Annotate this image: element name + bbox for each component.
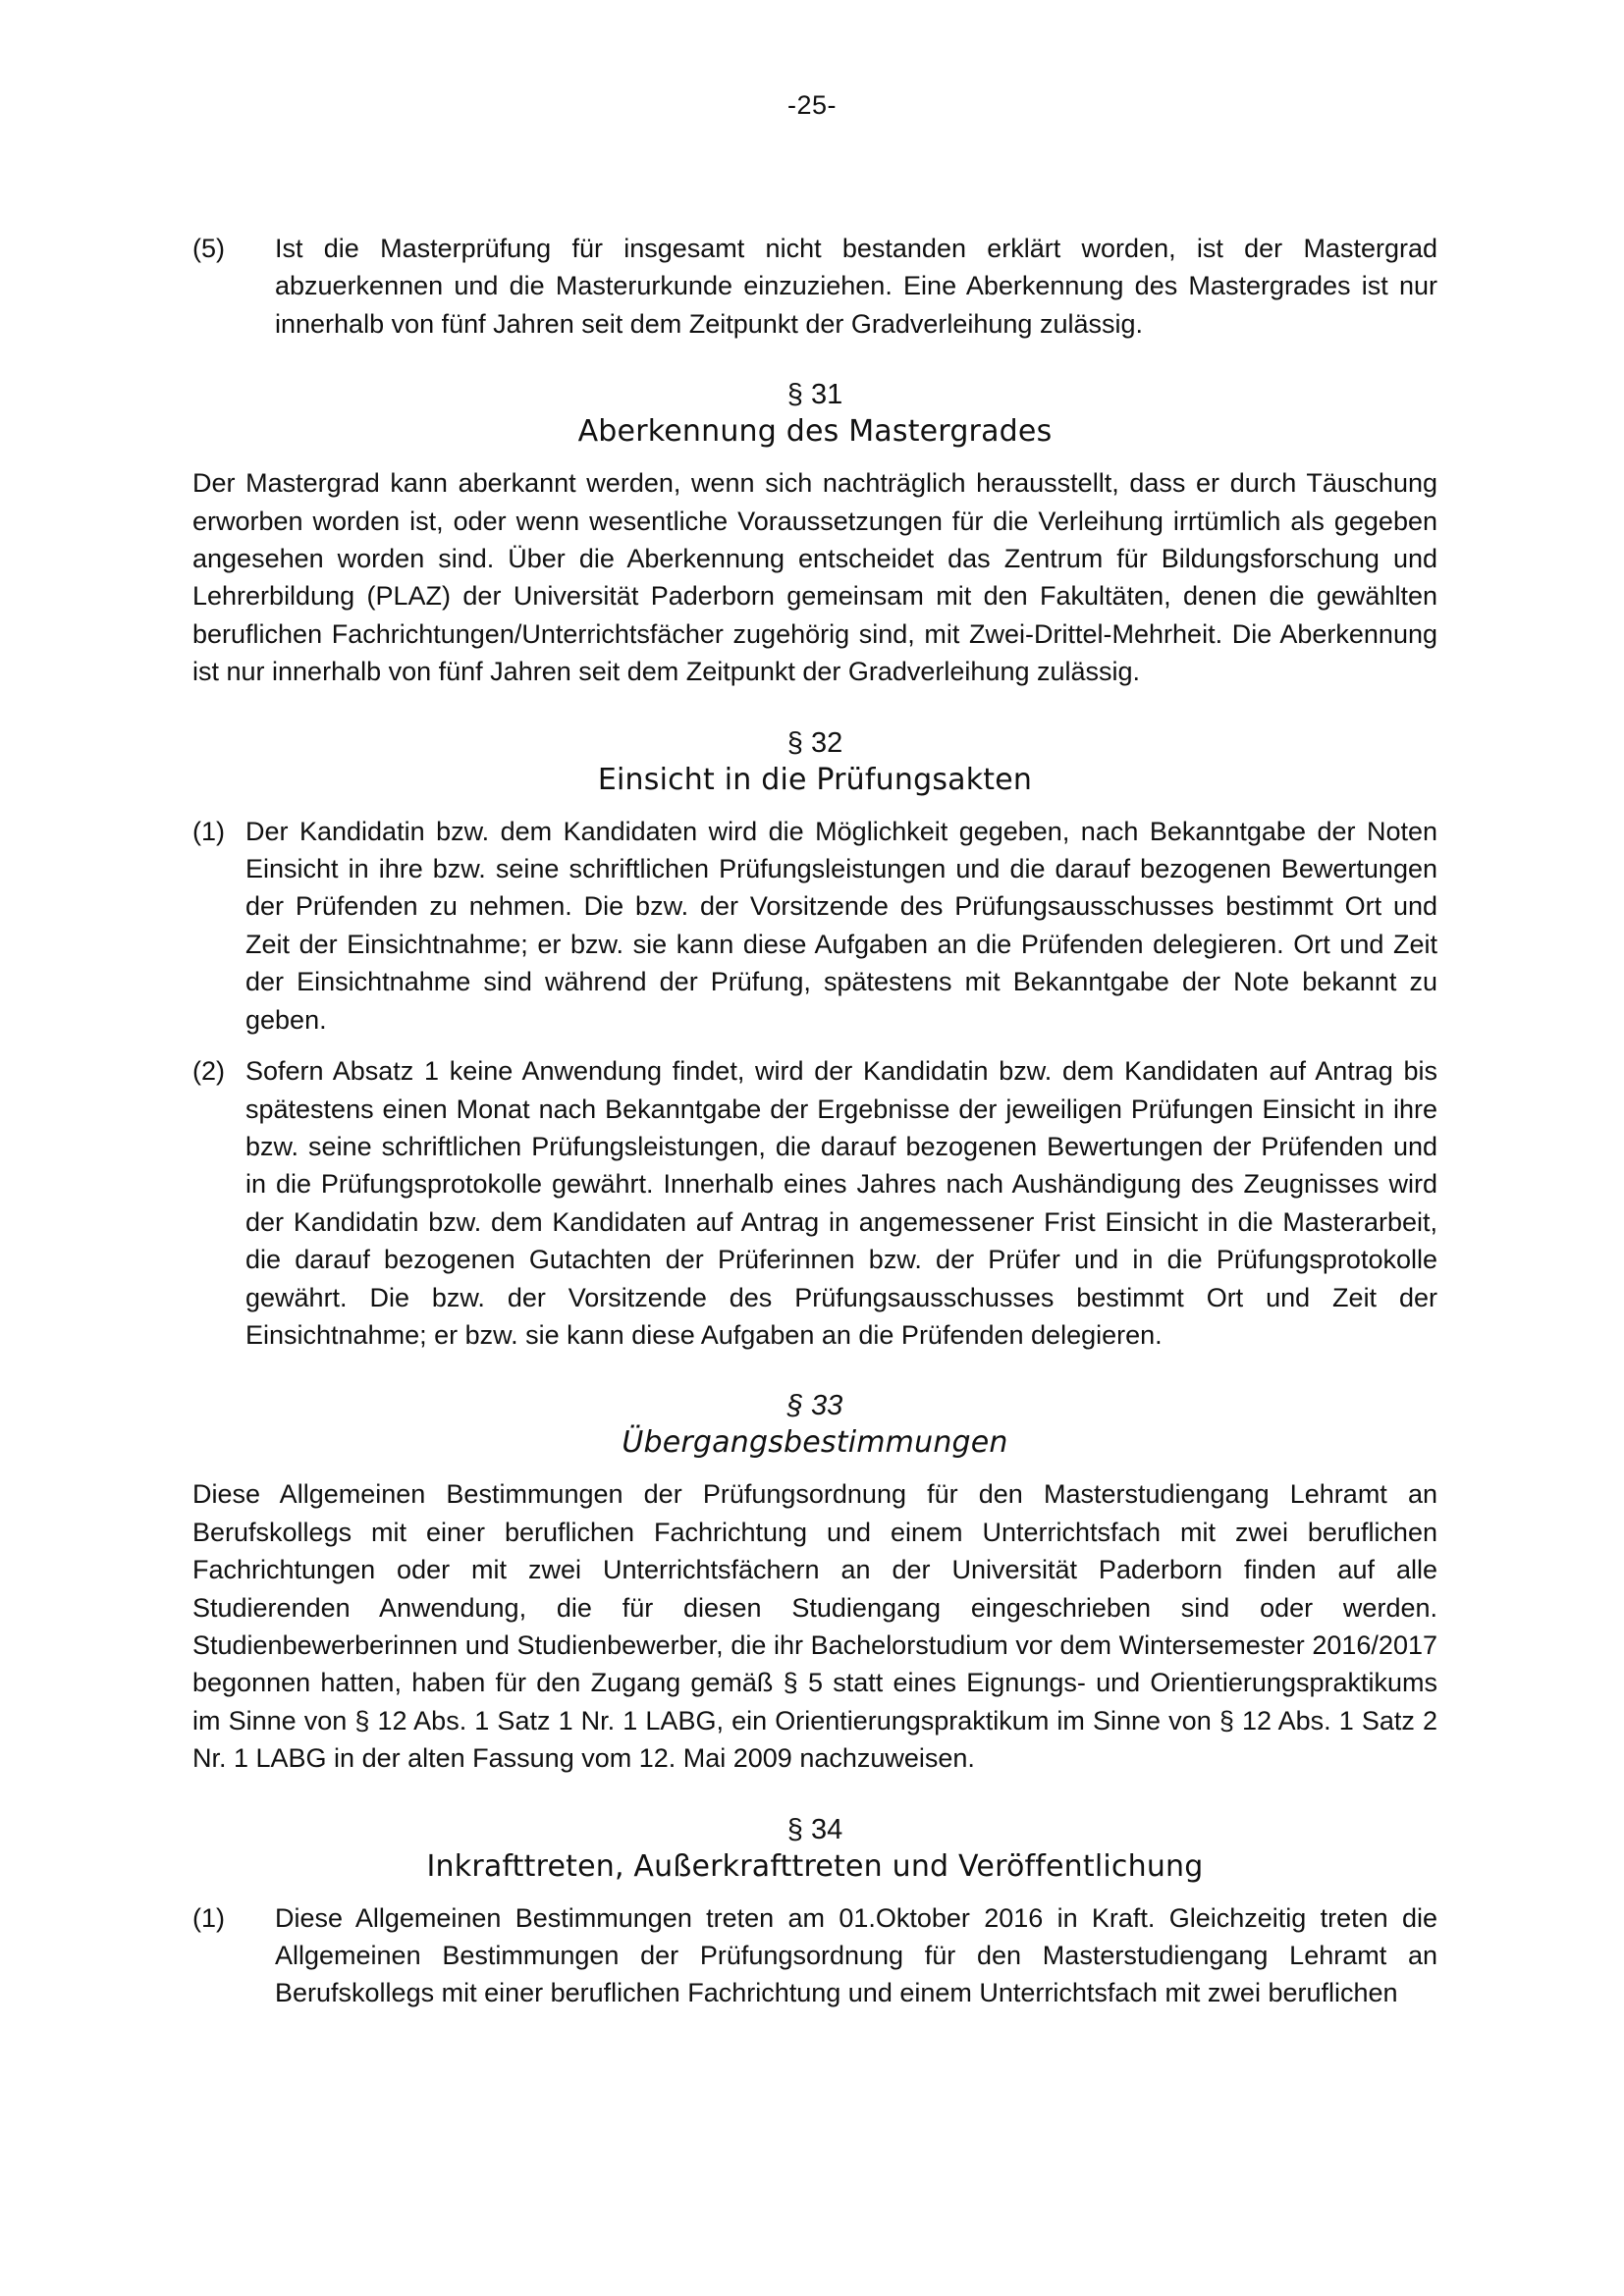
section-number: § 34 (786, 1813, 843, 1845)
section-title: Inkrafttreten, Außerkrafttreten und Veröffentlichung (426, 1848, 1204, 1884)
section-title: Einsicht in die Prüfungsakten (597, 762, 1033, 797)
section-31-body: Der Mastergrad kann aberkannt werden, wenn sich nachträglich herausstellt, dass er durch Täuschung erworben worden ist, oder wenn wesentliche Voraussetzungen für die Verleihung irrtümlich als gegeben angesehen worden sind. Über die Aberkennung entscheidet das Zentrum für Bildungsforschung und Lehrerbildung (PLAZ) der Universität Paderborn gemeinsam mit den Fakultäten, denen die gewählten beruflichen Fachrichtungen/Unterrichtsfächer zugehörig sind, mit Zwei-Drittel-Mehrheit. Die Aberkennung ist nur innerhalb von fünf Jahren seit dem Zeitpunkt der Gradverleihung zulässig. (192, 468, 1437, 687)
section-title: Aberkennung des Mastergrades (577, 414, 1053, 450)
section-32-paragraph-2 (192, 1052, 1437, 1354)
paragraph-text: Der Kandidatin bzw. dem Kandidaten wird die Möglichkeit gegeben, nach Bekanntgabe der Noten Einsicht in ihre bzw. seine schriftlichen Prüfungsleistungen und die darauf bezogenen Bewertungen der Prüfenden zu nehmen. Die bzw. der Vorsitzende des Prüfungsausschusses bestimmt Ort und Zeit der Einsichtnahme; er bzw. sie kann diese Aufgaben an die Prüfenden delegieren. Ort und Zeit der Einsichtnahme sind während der Prüfung, spätestens mit Bekanntgabe der Note bekannt zu geben. (245, 816, 1437, 1035)
section-34-paragraph-1 (192, 1899, 1437, 2012)
section-title: Übergangsbestimmungen (622, 1425, 1008, 1461)
section-33-body: Diese Allgemeinen Bestimmungen der Prüfungsordnung für den Masterstudiengang Lehramt an Berufskollegs mit einer beruflichen Fachrichtung und einem Unterrichtsfach mit zwei beruflichen Fachrichtungen oder mit zwei Unterrichtsfächern an der Universität Paderborn finden auf alle Studierenden Anwendung, die für diesen Studiengang eingeschrieben sind oder werden. Studienbewerberinnen und Studienbewerber, die ihr Bachelorstudium vor dem Wintersemester 2016/2017 begonnen hatten, haben für den Zugang gemäß § 5 statt eines Eignungs- und Orientierungspraktikums im Sinne von § 12 Abs. 1 Satz 1 Nr. 1 LABG, ein Orientierungspraktikum im Sinne von § 12 Abs. 1 Satz 2 Nr. 1 LABG in der alten Fassung vom 12. Mai 2009 nachzuweisen. (192, 1479, 1437, 1774)
section-31-heading (192, 376, 1437, 451)
section-number: § 32 (786, 726, 843, 759)
page-number: -25- (786, 90, 837, 120)
section-32-paragraph-1 (192, 813, 1437, 1039)
paragraph-text: Diese Allgemeinen Bestimmungen treten am 01.Oktober 2016 in Kraft. Gleichzeitig treten die Allgemeinen Bestimmungen der Prüfungsordnung für den Masterstudiengang Lehramt an Berufskollegs mit einer beruflichen Fachrichtung und einem Unterrichtsfach mit zwei beruflichen (275, 1902, 1437, 2008)
section-32-heading (192, 724, 1437, 799)
paragraph-number: (1) (192, 1902, 225, 1933)
section-34-heading (192, 1811, 1437, 1886)
section-33-heading (192, 1387, 1437, 1462)
paragraph-number: (1) (192, 816, 225, 846)
paragraph-number: (2) (192, 1056, 225, 1087)
paragraph-text: Ist die Masterprüfung für insgesamt nicht bestanden erklärt worden, ist der Mastergrad abzuerkennen und die Masterurkunde einzuziehen. Eine Aberkennung des Mastergrades ist nur innerhalb von fünf Jahren seit dem Zeitpunkt der Gradverleihung zulässig. (275, 234, 1437, 339)
paragraph-5 (192, 230, 1437, 343)
section-number: § 31 (786, 379, 843, 411)
section-number: § 33 (786, 1390, 843, 1422)
paragraph-text: Sofern Absatz 1 keine Anwendung findet, wird der Kandidatin bzw. dem Kandidaten auf Antrag bis spätestens einen Monat nach Bekanntgabe der Ergebnisse der jeweiligen Prüfungen Einsicht in ihre bzw. seine schriftlichen Prüfungsleistungen, die darauf bezogenen Bewertungen der Prüfenden und in die Prüfungsprotokolle gewährt. Innerhalb eines Jahres nach Aushändigung des Zeugnisses wird der Kandidatin bzw. dem Kandidaten auf Antrag in angemessener Frist Einsicht in die Masterarbeit, die darauf bezogenen Gutachten der Prüferinnen bzw. der Prüfer und in die Prüfungsprotokolle gewährt. Die bzw. der Vorsitzende des Prüfungsausschusses bestimmt Ort und Zeit der Einsichtnahme; er bzw. sie kann diese Aufgaben an die Prüfenden delegieren. (245, 1056, 1437, 1350)
paragraph-number: (5) (192, 234, 225, 263)
page-content (192, 230, 1437, 2026)
